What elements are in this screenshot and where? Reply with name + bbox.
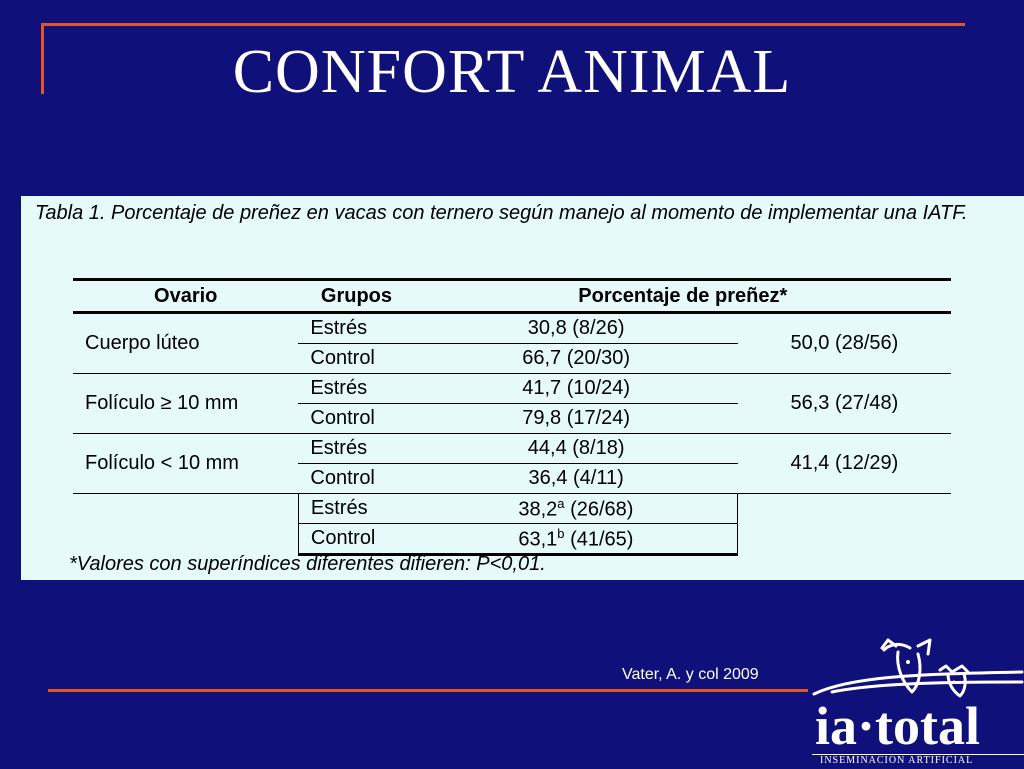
logo-tagline: INSEMINACION ARTIFICIAL [812,754,1024,769]
grupo-cell: Control [298,464,414,494]
grupo-cell: Estrés [298,434,414,464]
top-accent-line [41,23,965,26]
table-caption: Tabla 1. Porcentaje de preñez en vacas con ternero según manejo al momento de implementar una IATF. [35,202,968,224]
value-rest: (41/65) [564,528,634,551]
slide-title: CONFORT ANIMAL [232,38,792,106]
header-ovario: Ovario [154,284,218,307]
source-citation: Vater, A. y col 2009 [622,666,759,683]
grupo-cell: Estrés [298,374,414,404]
total-cell: 56,3 (27/48) [738,374,951,434]
porcentaje-cell: 66,7 (20/30) [415,344,738,374]
table-panel [21,196,1024,580]
porcentaje-cell: 44,4 (8/18) [415,434,738,464]
logo-wordmark: ia·total [815,696,980,756]
total-cell: 41,4 (12/29) [738,434,951,494]
table-row [73,434,951,464]
value-superscript: a [557,495,565,511]
porcentaje-cell [415,524,738,555]
grupo-cell: Estrés [298,494,414,524]
pregnancy-table [73,278,951,556]
header-porcentaje: Porcentaje de preñez* [578,284,788,307]
ovario-cell: Folículo < 10 mm [73,434,298,494]
porcentaje-cell: 41,7 (10/24) [415,374,738,404]
value-main: 63,1 [518,528,558,551]
ovario-cell: Folículo ≥ 10 mm [73,374,298,434]
grupo-cell: Control [298,404,414,434]
value-main: 38,2 [518,498,558,521]
table-header-row [73,280,951,313]
grupo-cell: Control [298,344,414,374]
porcentaje-cell: 36,4 (4/11) [415,464,738,494]
value-superscript: b [557,525,565,541]
ia-total-logo [812,632,1024,768]
grupo-cell: Estrés [298,313,414,344]
table-row [73,494,951,524]
ovario-cell [73,494,298,555]
table-row [73,313,951,344]
header-grupos: Grupos [320,284,393,307]
porcentaje-cell: 30,8 (8/26) [415,313,738,344]
porcentaje-cell [415,494,738,524]
bottom-accent-line [48,689,808,692]
total-cell: 50,0 (28/56) [738,313,951,374]
table-footnote: *Valores con superíndices diferentes difieren: P<0,01. [69,553,546,575]
table-row [73,374,951,404]
ovario-cell: Cuerpo lúteo [73,313,298,374]
value-rest: (26/68) [564,498,634,521]
cow-heads-icon [812,632,1024,702]
grupo-cell: Control [298,524,414,555]
total-cell [738,494,951,555]
porcentaje-cell: 79,8 (17/24) [415,404,738,434]
